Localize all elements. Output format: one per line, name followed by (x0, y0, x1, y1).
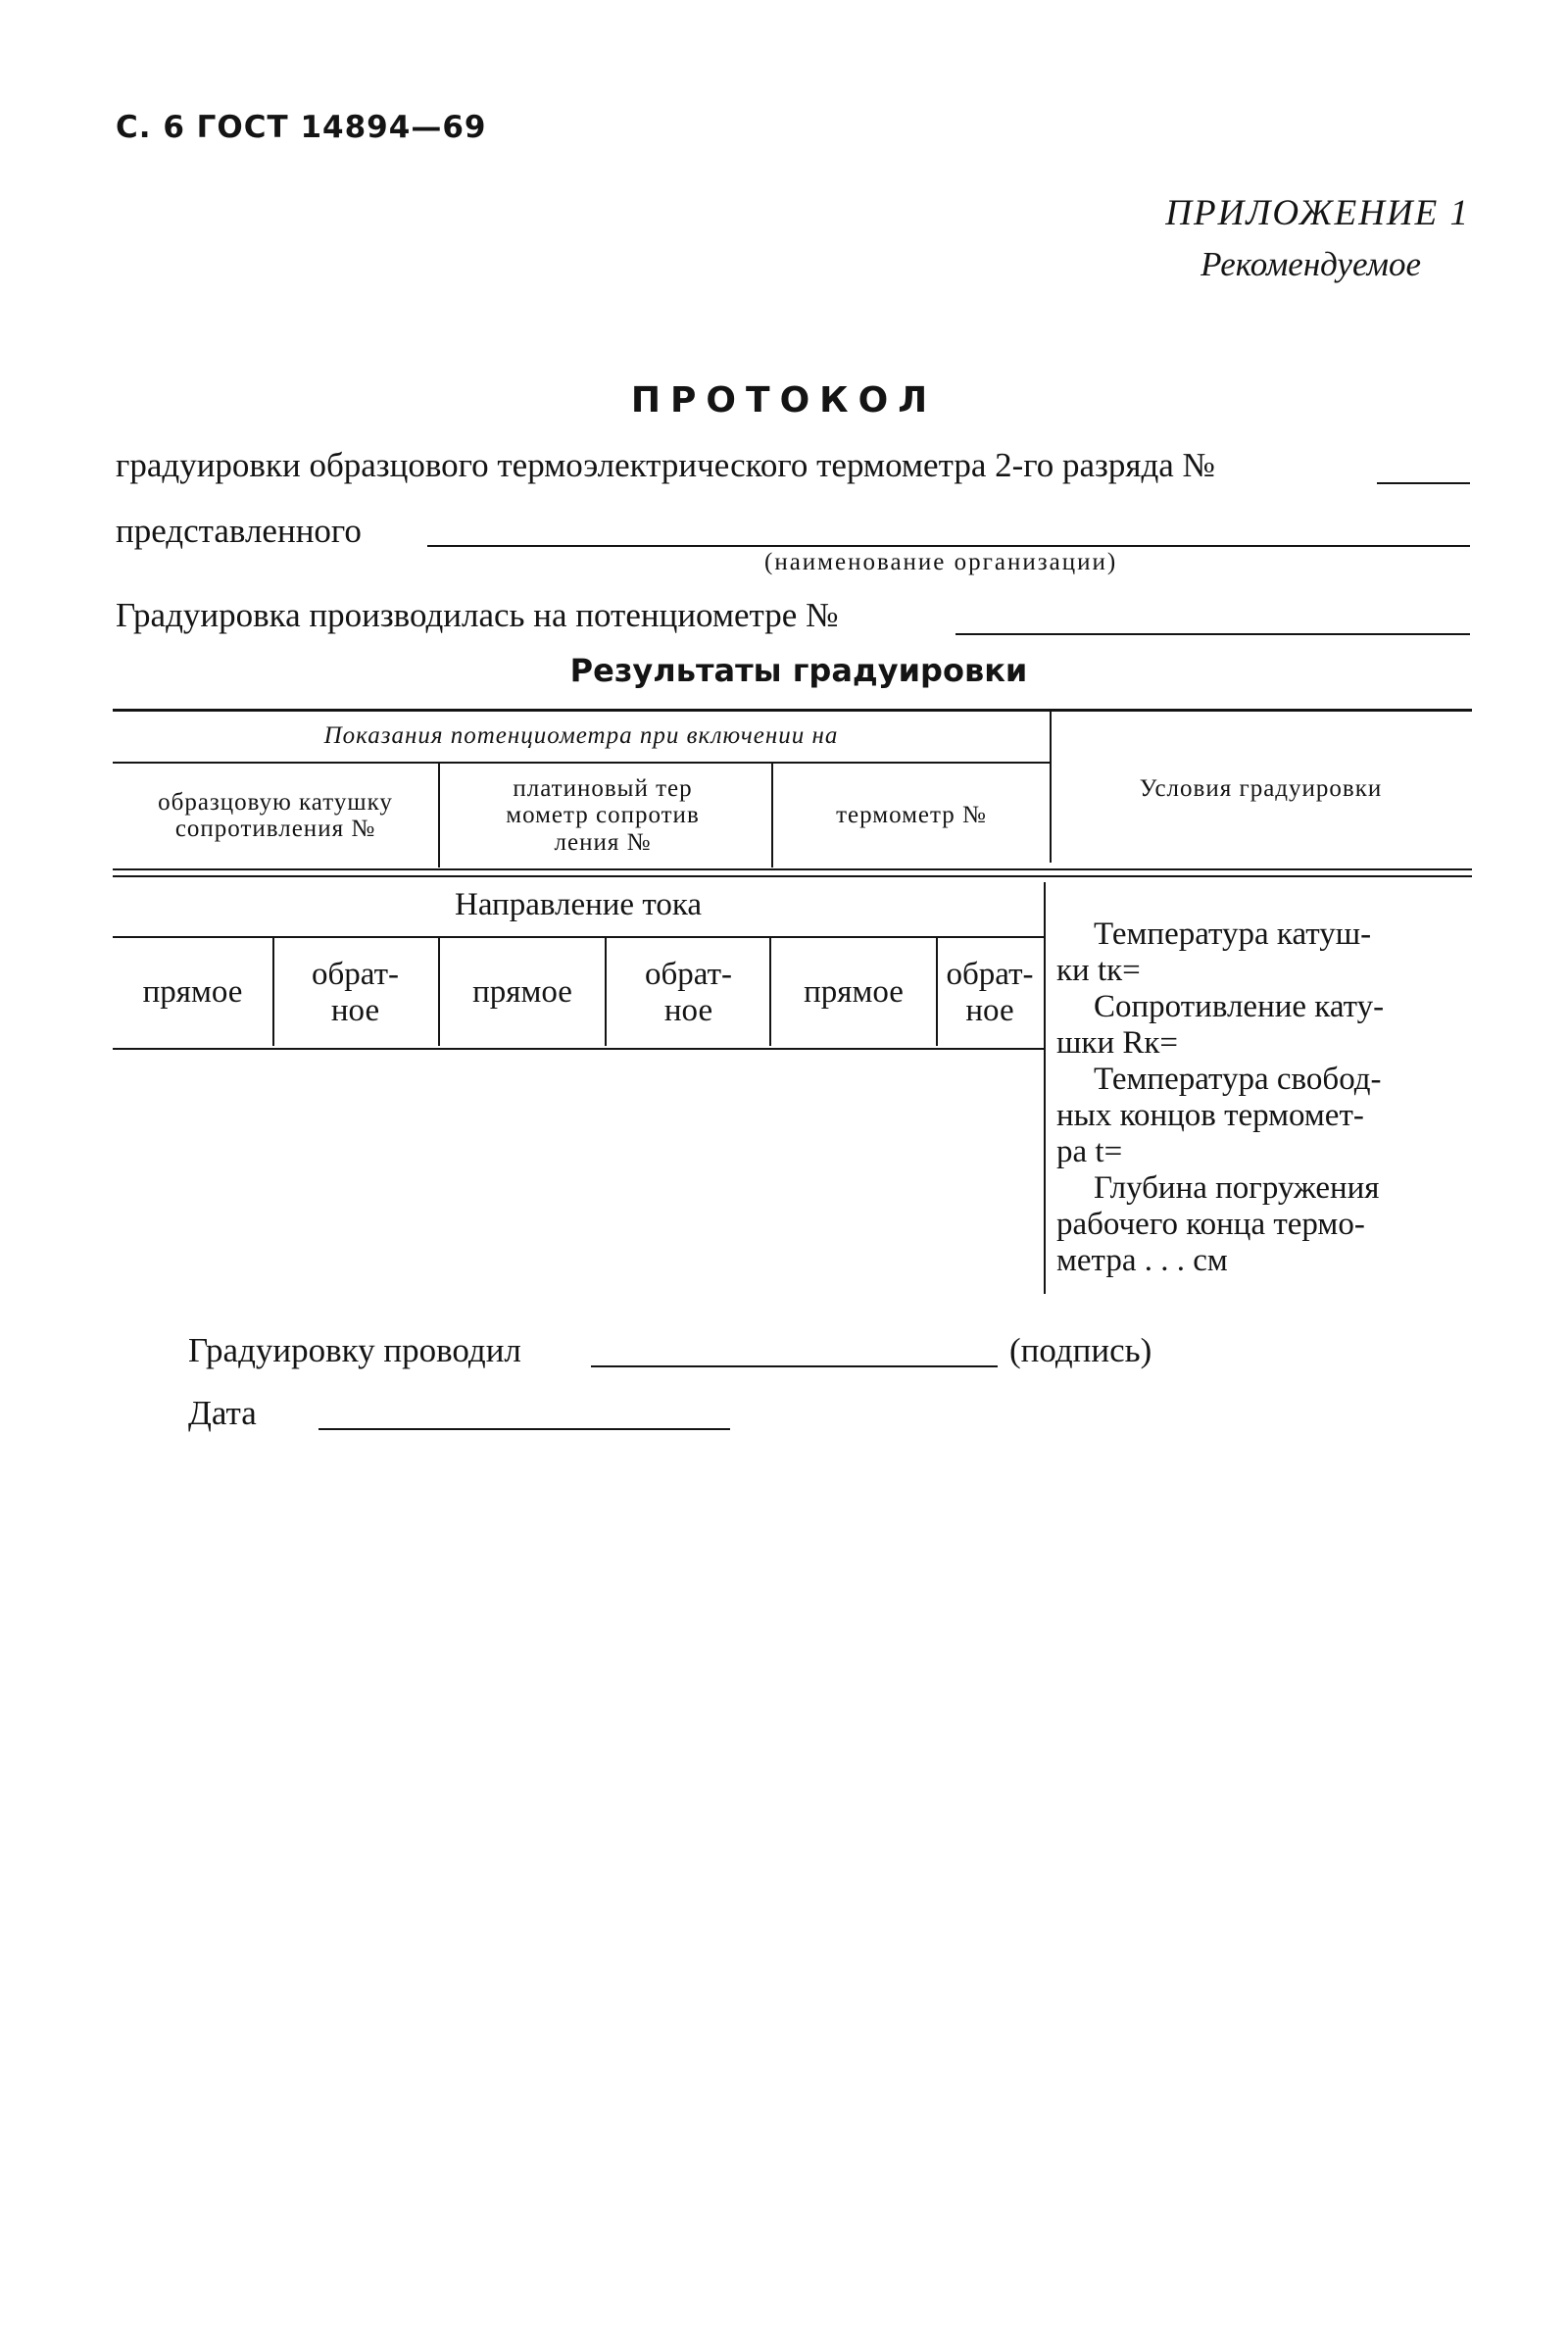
page-reference: С. 6 ГОСТ 14894—69 (116, 110, 487, 145)
condition-coil-resistance-1: Сопротивление кату- (1094, 989, 1385, 1024)
col-header-conditions: Условия градуировки (1139, 774, 1383, 802)
direction-header-underline (113, 936, 1044, 938)
organization-name-field[interactable] (427, 545, 1470, 547)
condition-free-ends-temp-1: Температура свобод- (1094, 1062, 1382, 1097)
col-header-thermometer: термометр № (836, 802, 987, 829)
condition-coil-temp-1: Температура катуш- (1094, 916, 1372, 952)
dir-forward-3: прямое (804, 974, 904, 1011)
condition-free-ends-temp-3: ра t= (1056, 1134, 1123, 1169)
group-header: Показания потенциометра при включении на (323, 722, 839, 750)
date-field[interactable] (318, 1428, 730, 1430)
conditions-list (1056, 916, 1470, 1279)
dir-forward-1: прямое (142, 974, 243, 1011)
organization-caption: (наименование организации) (764, 549, 1118, 575)
date-label: Дата (188, 1394, 257, 1432)
protocol-title: ПРОТОКОЛ (630, 380, 938, 421)
table-top-border (113, 709, 1472, 712)
signature-caption: (подпись) (1009, 1331, 1152, 1369)
appendix-subtitle: Рекомендуемое (1200, 245, 1421, 283)
thermometer-number-field[interactable] (1377, 482, 1470, 484)
appendix-title: ПРИЛОЖЕНИЕ 1 (1165, 193, 1470, 233)
potentiometer-number-field[interactable] (956, 633, 1470, 635)
results-title: Результаты градуировки (569, 652, 1028, 689)
col-header-reference-coil: образцовую катушку сопротивления № (158, 788, 393, 842)
submitted-by-label: представленного (116, 512, 362, 550)
header-double-line-1 (113, 868, 1472, 870)
header-double-line-2 (113, 875, 1472, 877)
condition-coil-temp-2: ки tк= (1056, 953, 1141, 988)
group-header-underline (113, 762, 1050, 764)
signature-field[interactable] (591, 1365, 998, 1367)
dir-divider-3 (605, 938, 607, 1046)
table-divider-conditions-bottom (1044, 882, 1046, 1294)
condition-immersion-depth-3: метра . . . см (1056, 1243, 1228, 1278)
potentiometer-label: Градуировка производилась на потенциометре № (116, 596, 839, 634)
condition-immersion-depth-2: рабочего конца термо- (1056, 1207, 1365, 1242)
condition-immersion-depth-1: Глубина погружения (1094, 1170, 1380, 1206)
dir-reverse-1: обрат- ное (312, 957, 399, 1028)
direction-row-bottom (113, 1048, 1044, 1050)
calibrated-by-label: Градуировку проводил (188, 1331, 521, 1369)
condition-free-ends-temp-2: ных концов термомет- (1056, 1098, 1364, 1133)
col-header-platinum-thermometer: платиновый тер мометр сопротив ления № (506, 774, 700, 856)
dir-divider-5 (936, 938, 938, 1046)
direction-header: Направление тока (455, 886, 702, 922)
dir-reverse-3: обрат- ное (946, 957, 1034, 1028)
dir-divider-1 (272, 938, 274, 1046)
condition-coil-resistance-2: шки Rк= (1056, 1025, 1179, 1061)
col-divider-1 (438, 764, 440, 867)
protocol-line-1: градуировки образцового термоэлектрического термометра 2-го разряда № (116, 446, 1215, 484)
dir-reverse-2: обрат- ное (645, 957, 732, 1028)
dir-forward-2: прямое (472, 974, 572, 1011)
